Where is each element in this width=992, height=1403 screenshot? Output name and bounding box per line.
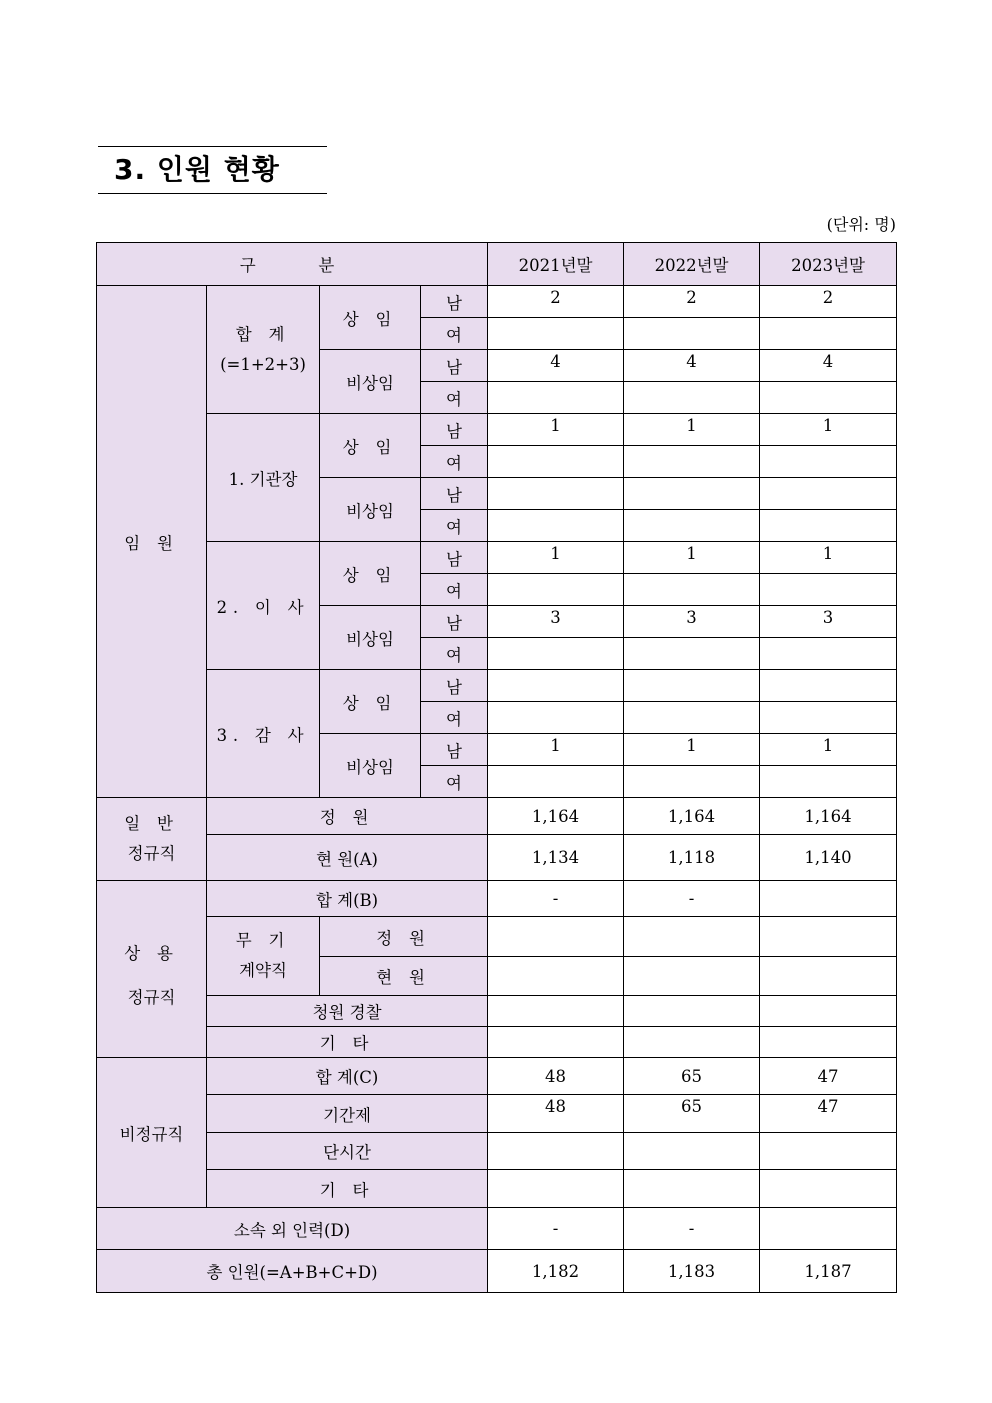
executives-label: 임 원 (97, 286, 207, 798)
value-cell (760, 638, 897, 670)
female-label: 여 (421, 318, 488, 350)
value-cell (760, 574, 897, 606)
male-label: 남 (421, 478, 488, 510)
standing-label: 상 임 (320, 286, 421, 350)
female-label: 여 (421, 766, 488, 798)
value-cell (488, 1133, 624, 1170)
value-cell (488, 766, 624, 798)
staffing-table (96, 242, 897, 1293)
value-cell (624, 638, 760, 670)
value-cell (624, 1133, 760, 1170)
value-cell: 3 (488, 606, 624, 638)
table-row (97, 542, 897, 574)
value-cell (624, 510, 760, 542)
value-cell (624, 382, 760, 414)
male-label: 남 (421, 734, 488, 766)
value-cell: 65 (624, 1095, 760, 1133)
value-cell: 48 (488, 1095, 624, 1133)
value-cell (488, 917, 624, 957)
quota-label: 정 원 (207, 798, 488, 835)
value-cell: 1,164 (760, 798, 897, 835)
value-cell: 4 (760, 350, 897, 382)
value-cell (488, 1170, 624, 1208)
current-a-label: 현 원(A) (207, 835, 488, 881)
security-guard-label: 청원 경찰 (207, 996, 488, 1027)
female-label: 여 (421, 702, 488, 734)
other-label: 기 타 (207, 1027, 488, 1058)
value-cell (488, 670, 624, 702)
value-cell: 2 (624, 286, 760, 318)
header-category: 구 분 (97, 243, 488, 286)
nonstanding-label: 비상임 (320, 606, 421, 670)
value-cell (760, 881, 897, 917)
auditors-label: 3. 감 사 (207, 670, 320, 798)
value-cell (488, 702, 624, 734)
value-cell (488, 382, 624, 414)
nonstanding-label: 비상임 (320, 350, 421, 414)
value-cell (760, 446, 897, 478)
value-cell (624, 478, 760, 510)
table-row (97, 1095, 897, 1133)
value-cell: 3 (760, 606, 897, 638)
female-label: 여 (421, 446, 488, 478)
value-cell (624, 1170, 760, 1208)
value-cell (488, 574, 624, 606)
standing-label: 상 임 (320, 542, 421, 606)
value-cell (624, 766, 760, 798)
header-year: 2022년말 (624, 243, 760, 286)
grand-total-label: 총 인원(=A+B+C+D) (97, 1250, 488, 1293)
value-cell: 3 (624, 606, 760, 638)
value-cell (488, 996, 624, 1027)
value-cell: 4 (624, 350, 760, 382)
value-cell (760, 702, 897, 734)
value-cell (624, 318, 760, 350)
value-cell (760, 1170, 897, 1208)
value-cell (760, 1027, 897, 1058)
value-cell (760, 917, 897, 957)
value-cell: 1,118 (624, 835, 760, 881)
value-cell: 1,164 (488, 798, 624, 835)
current-label: 현 원 (320, 957, 488, 996)
common-regular-label: 상 용 정규직 (97, 881, 207, 1058)
value-cell (488, 1027, 624, 1058)
table-row (97, 414, 897, 446)
table-row (97, 996, 897, 1027)
general-regular-label: 일 반 정규직 (97, 798, 207, 881)
value-cell: 2 (488, 286, 624, 318)
value-cell (488, 446, 624, 478)
unit-note: (단위: 명) (826, 215, 896, 234)
total-b-label: 합 계(B) (207, 881, 488, 917)
value-cell: 1 (624, 542, 760, 574)
header-year: 2021년말 (488, 243, 624, 286)
value-cell: - (488, 881, 624, 917)
directors-label: 2. 이 사 (207, 542, 320, 670)
total-label: 합 계 (=1+2+3) (207, 286, 320, 414)
value-cell: 1 (624, 414, 760, 446)
value-cell (488, 957, 624, 996)
value-cell: - (488, 1208, 624, 1250)
section-title: 3. 인원 현황 (98, 146, 327, 194)
table-row (97, 1133, 897, 1170)
nonstanding-label: 비상임 (320, 478, 421, 542)
total-c-label: 합 계(C) (207, 1058, 488, 1095)
value-cell: 1,164 (624, 798, 760, 835)
value-cell: 47 (760, 1095, 897, 1133)
value-cell: 65 (624, 1058, 760, 1095)
value-cell (760, 318, 897, 350)
table-row (97, 670, 897, 702)
value-cell: 1,187 (760, 1250, 897, 1293)
value-cell (488, 318, 624, 350)
value-cell: 1,182 (488, 1250, 624, 1293)
value-cell: 48 (488, 1058, 624, 1095)
male-label: 남 (421, 670, 488, 702)
head-label: 1. 기관장 (207, 414, 320, 542)
male-label: 남 (421, 606, 488, 638)
value-cell (760, 996, 897, 1027)
outsourced-label: 소속 외 인력(D) (97, 1208, 488, 1250)
value-cell: 1 (760, 734, 897, 766)
other-label: 기 타 (207, 1170, 488, 1208)
value-cell: 1 (488, 414, 624, 446)
value-cell (624, 446, 760, 478)
value-cell: 1,140 (760, 835, 897, 881)
value-cell (488, 638, 624, 670)
table-row (97, 881, 897, 917)
value-cell (760, 1133, 897, 1170)
male-label: 남 (421, 350, 488, 382)
standing-label: 상 임 (320, 414, 421, 478)
table-row (97, 1027, 897, 1058)
value-cell: 1 (760, 542, 897, 574)
value-cell (624, 996, 760, 1027)
standing-label: 상 임 (320, 670, 421, 734)
value-cell (624, 957, 760, 996)
male-label: 남 (421, 414, 488, 446)
value-cell: 1 (760, 414, 897, 446)
value-cell: 4 (488, 350, 624, 382)
female-label: 여 (421, 574, 488, 606)
header-row (97, 243, 897, 286)
value-cell (624, 702, 760, 734)
value-cell (760, 670, 897, 702)
indefinite-contract-label: 무 기 계약직 (207, 917, 320, 996)
male-label: 남 (421, 542, 488, 574)
value-cell: 47 (760, 1058, 897, 1095)
quota-label: 정 원 (320, 917, 488, 957)
table-row (97, 1250, 897, 1293)
female-label: 여 (421, 510, 488, 542)
nonregular-label: 비정규직 (97, 1058, 207, 1208)
table-row (97, 1170, 897, 1208)
value-cell (760, 766, 897, 798)
value-cell (760, 478, 897, 510)
value-cell (488, 510, 624, 542)
value-cell: 2 (760, 286, 897, 318)
table-row (97, 1058, 897, 1095)
table-row (97, 286, 897, 318)
male-label: 남 (421, 286, 488, 318)
fixed-term-label: 기간제 (207, 1095, 488, 1133)
table-row (97, 835, 897, 881)
value-cell (760, 957, 897, 996)
value-cell (488, 478, 624, 510)
value-cell (624, 670, 760, 702)
table-row (97, 1208, 897, 1250)
value-cell (760, 1208, 897, 1250)
value-cell (760, 510, 897, 542)
value-cell (760, 382, 897, 414)
female-label: 여 (421, 382, 488, 414)
value-cell: 1 (488, 734, 624, 766)
value-cell (624, 1027, 760, 1058)
value-cell: - (624, 881, 760, 917)
value-cell: - (624, 1208, 760, 1250)
value-cell: 1 (624, 734, 760, 766)
nonstanding-label: 비상임 (320, 734, 421, 798)
part-time-label: 단시간 (207, 1133, 488, 1170)
value-cell (624, 917, 760, 957)
table-row (97, 798, 897, 835)
header-year: 2023년말 (760, 243, 897, 286)
table-row (97, 917, 897, 957)
value-cell: 1,183 (624, 1250, 760, 1293)
value-cell: 1,134 (488, 835, 624, 881)
value-cell: 1 (488, 542, 624, 574)
value-cell (624, 574, 760, 606)
female-label: 여 (421, 638, 488, 670)
